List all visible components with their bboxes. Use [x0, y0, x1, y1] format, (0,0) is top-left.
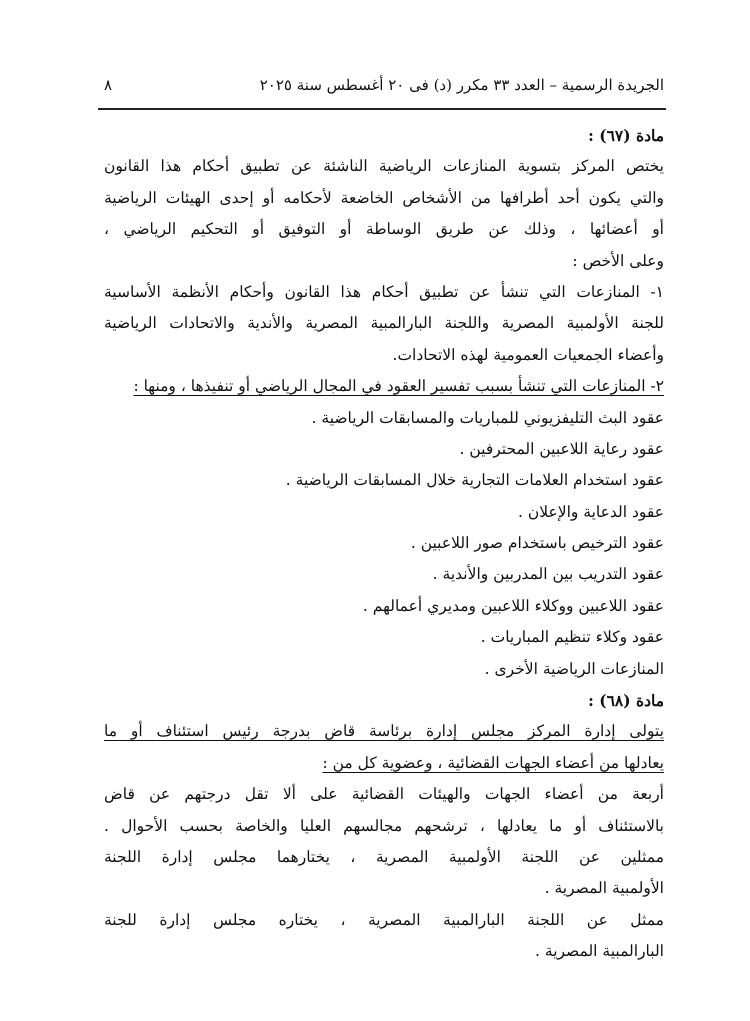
article-68-heading: مادة (٦٨) : — [588, 691, 664, 711]
article-68-underlined-text: يتولى إدارة المركز مجلس إدارة برئاسة قاض بدرجة رئيس استئناف أو ما — [104, 722, 664, 741]
article-68-line: ممثلين عن اللجنة الأولمبية المصرية ، يختارهما مجلس إدارة اللجنة — [104, 847, 664, 866]
article-67-clause-2 — [104, 371, 664, 402]
article-68-line: بالاستئناف أو ما يعادلها ، ترشحهم مجالسهم العليا والخاصة بحسب الأحوال . — [104, 816, 664, 835]
contract-item: عقود وكلاء تنظيم المباريات . — [480, 628, 664, 647]
page-number: ٨ — [104, 76, 113, 94]
article-67-clause-2-text: ٢- المنازعات التي تنشأ بسبب تفسير العقود في المجال الرياضي أو تنفيذها ، ومنها : — [133, 377, 664, 396]
header-divider — [98, 108, 666, 110]
article-68-line — [104, 716, 664, 747]
contract-item: عقود الترخيص باستخدام صور اللاعبين . — [410, 534, 664, 553]
page-header — [104, 72, 664, 98]
contract-item: عقود رعاية اللاعبين المحترفين . — [459, 439, 664, 458]
contract-item: المنازعات الرياضية الأخرى . — [484, 659, 664, 678]
article-67-line: للجنة الأولمبية المصرية واللجنة البارالمبية المصرية والأندية والاتحادات الرياضية — [104, 314, 664, 333]
article-67-line: وعلى الأخص : — [572, 251, 664, 270]
article-68-line: أربعة من أعضاء الجهات والهيئات القضائية على ألا تقل درجتهم عن قاض — [104, 785, 664, 804]
article-67-line: والتي يكون أحد أطرافها من الأشخاص الخاضعة لأحكامه أو إحدى الهيئات الرياضية — [104, 188, 664, 207]
contract-item: عقود استخدام العلامات التجارية خلال المسابقات الرياضية . — [285, 471, 664, 490]
article-68-line: ممثل عن اللجنة البارالمبية المصرية ، يختاره مجلس إدارة للجنة — [104, 910, 664, 929]
article-68-line — [104, 748, 664, 779]
article-68-line: الأولمبية المصرية . — [544, 879, 664, 898]
contract-item: عقود اللاعبين ووكلاء اللاعبين ومديري أعمالهم . — [362, 596, 664, 615]
contract-item: عقود الدعاية والإعلان . — [518, 502, 664, 521]
contract-item: عقود البث التليفزيوني للمباريات والمسابقات الرياضية . — [311, 408, 664, 427]
article-67-line: يختص المركز بتسوية المنازعات الرياضية الناشئة عن تطبيق أحكام هذا القانون — [104, 157, 664, 176]
gazette-title: الجريدة الرسمية – العدد ٣٣ مكرر (د) فى ٢٠ أغسطس سنة ٢٠٢٥ — [259, 76, 664, 94]
document-body — [104, 120, 664, 968]
article-67-heading: مادة (٦٧) : — [588, 126, 664, 145]
article-67-line: وأعضاء الجمعيات العمومية لهذه الاتحادات. — [392, 345, 664, 364]
article-67-line: أو أعضائها ، وذلك عن طريق الوساطة أو التوفيق أو التحكيم الرياضي ، — [104, 220, 664, 239]
contract-item: عقود التدريب بين المدربين والأندية . — [432, 565, 664, 584]
article-67-clause-1: ١- المنازعات التي تنشأ عن تطبيق أحكام هذا القانون وأحكام الأنظمة الأساسية — [104, 282, 664, 301]
article-68-line: البارالمبية المصرية . — [535, 942, 664, 961]
article-68-underlined-text: يعادلها من أعضاء الجهات القضائية ، وعضوية كل من : — [322, 753, 664, 772]
